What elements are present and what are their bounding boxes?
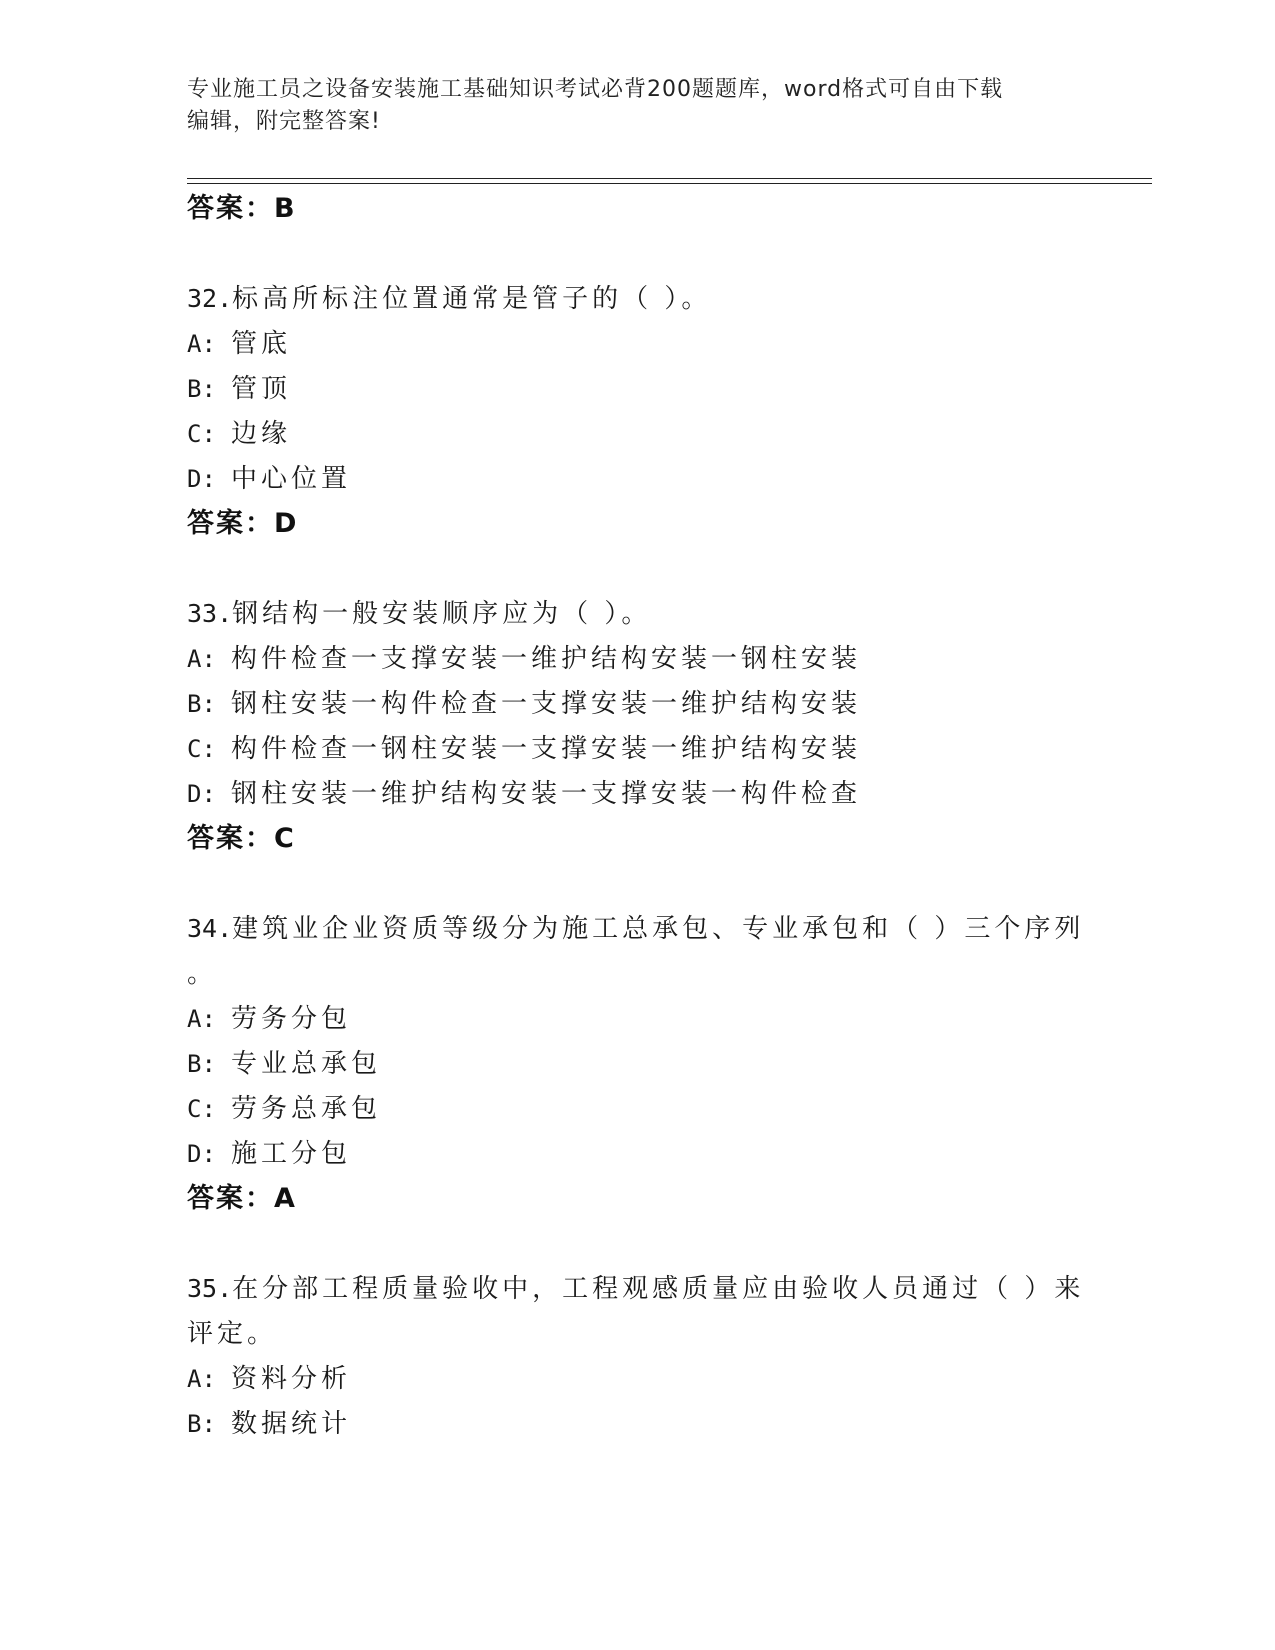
question-number: 34. [187, 914, 233, 943]
option-a [187, 642, 861, 676]
option-label: D: [187, 1140, 216, 1168]
answer-value: A [274, 1183, 297, 1214]
answer-line [187, 1182, 297, 1216]
answer-line [187, 507, 298, 541]
question-34 [187, 912, 1084, 946]
option-text: 管底 [231, 329, 292, 359]
option-text: 专业总承包 [231, 1049, 382, 1079]
answer-value: D [274, 508, 299, 539]
option-a [187, 1002, 351, 1036]
option-b [187, 372, 291, 406]
header-line-2: 编辑，附完整答案! [187, 109, 381, 134]
answer-prefix: 答案： [187, 508, 274, 539]
option-b [187, 687, 861, 721]
option-b [187, 1407, 351, 1441]
option-text: 构件检查一支撑安装一维护结构安装一钢柱安装 [231, 644, 862, 674]
option-text: 施工分包 [231, 1139, 352, 1169]
question-text-continued: 评定。 [187, 1319, 278, 1349]
option-text: 劳务总承包 [231, 1094, 382, 1124]
option-label: C: [187, 1095, 216, 1123]
option-c [187, 732, 861, 766]
document-header [187, 74, 1087, 138]
answer-prefix: 答案： [187, 1183, 274, 1214]
question-text-continued: 。 [187, 959, 218, 989]
option-text: 钢柱安装一维护结构安装一支撑安装一构件检查 [231, 779, 862, 809]
option-label: B: [187, 690, 216, 718]
option-a [187, 327, 291, 361]
question-number: 35. [187, 1274, 233, 1303]
option-text: 构件检查一钢柱安装一支撑安装一维护结构安装 [231, 734, 862, 764]
answer-prefix: 答案： [187, 193, 274, 224]
option-label: A: [187, 330, 216, 358]
question-number: 32. [187, 284, 233, 313]
answer-prefix: 答案： [187, 823, 274, 854]
option-label: A: [187, 645, 216, 673]
option-c [187, 417, 291, 451]
option-label: D: [187, 780, 216, 808]
answer-line [187, 822, 296, 856]
option-d [187, 1137, 351, 1171]
option-label: A: [187, 1005, 216, 1033]
question-text: 标高所标注位置通常是管子的（ ）。 [232, 284, 712, 314]
option-text: 边缘 [231, 419, 292, 449]
option-label: C: [187, 735, 216, 763]
header-line-1: 专业施工员之设备安装施工基础知识考试必背200题题库，word格式可自由下载 [187, 77, 1004, 102]
option-label: D: [187, 465, 216, 493]
option-c [187, 1092, 381, 1126]
option-label: A: [187, 1365, 216, 1393]
answer-value: C [274, 823, 296, 854]
question-32 [187, 282, 711, 316]
option-label: B: [187, 1410, 216, 1438]
answer-line [187, 192, 297, 226]
question-text: 在分部工程质量验收中，工程观感质量应由验收人员通过（ ）来 [232, 1274, 1085, 1304]
option-label: B: [187, 375, 216, 403]
option-d [187, 777, 861, 811]
option-label: B: [187, 1050, 216, 1078]
option-text: 中心位置 [231, 464, 352, 494]
option-text: 管顶 [231, 374, 292, 404]
answer-value: B [274, 193, 297, 224]
option-d [187, 462, 351, 496]
question-33 [187, 597, 651, 631]
question-number: 33. [187, 599, 233, 628]
option-b [187, 1047, 381, 1081]
option-a [187, 1362, 351, 1396]
option-label: C: [187, 420, 216, 448]
option-text: 资料分析 [231, 1364, 352, 1394]
option-text: 数据统计 [231, 1409, 352, 1439]
question-text: 钢结构一般安装顺序应为（ ）。 [232, 599, 652, 629]
question-text: 建筑业企业资质等级分为施工总承包、专业承包和（ ）三个序列 [232, 914, 1085, 944]
option-text: 劳务分包 [231, 1004, 352, 1034]
header-divider [187, 178, 1152, 184]
question-35 [187, 1272, 1084, 1306]
option-text: 钢柱安装一构件检查一支撑安装一维护结构安装 [231, 689, 862, 719]
